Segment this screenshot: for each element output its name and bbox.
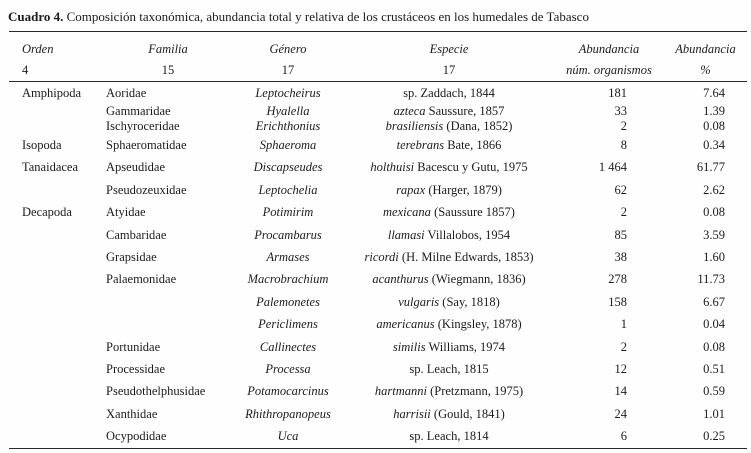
cell-abundancia-pct: 0.59: [703, 384, 725, 399]
table-row: [9, 358, 747, 380]
cell-orden: [9, 336, 104, 358]
species-author: (Saussure 1857): [430, 205, 515, 220]
cell-abundancia-num: 12: [614, 361, 627, 376]
cell-especie: [344, 403, 554, 425]
cell-genero: Leptocheirus: [255, 85, 321, 100]
species-epithet: americanus: [376, 317, 435, 332]
species-author: (Kingsley, 1878): [434, 317, 522, 332]
table-row: [9, 179, 747, 201]
cell-abundancia-num: 2: [620, 205, 627, 220]
cell-familia: [104, 314, 232, 336]
species-author: sp. Leach, 1814: [409, 429, 489, 444]
cell-genero: Rhithropanopeus: [245, 406, 331, 421]
table-row: [9, 224, 747, 246]
cell-familia: Aoridae: [106, 85, 147, 100]
header-abundancia-num: Abundancia: [578, 42, 640, 56]
header-abundancia-num-unit: núm. organismos: [566, 62, 652, 77]
cell-especie: [344, 381, 554, 403]
cell-abundancia-pct: 0.08: [703, 339, 725, 354]
cell-orden: [9, 246, 104, 268]
table-row: [9, 291, 747, 313]
cell-especie: [344, 224, 554, 246]
cell-abundancia-num: 181: [608, 85, 627, 100]
cell-abundancia-pct: 2.62: [703, 182, 725, 197]
cell-abundancia-pct: 61.77: [696, 160, 725, 175]
cell-abundancia-num: 6: [620, 429, 627, 444]
species-author: Bacescu y Gutu, 1975: [414, 160, 528, 175]
cell-abundancia-num: 85: [614, 227, 627, 242]
cell-orden: [9, 314, 104, 336]
cell-abundancia-pct: 6.67: [703, 294, 725, 309]
cell-abundancia-pct: 0.08: [703, 119, 725, 134]
table-row: [9, 157, 747, 179]
header-especie: Especie: [429, 42, 469, 56]
cell-especie: [344, 269, 554, 291]
cell-genero: Sphaeroma: [259, 138, 317, 153]
caption-label: Cuadro 4.: [8, 9, 64, 24]
cell-especie: [344, 291, 554, 313]
cell-familia: Portunidae: [106, 339, 161, 354]
cell-especie: [344, 179, 554, 201]
cell-orden: [9, 403, 104, 425]
species-author: (Gould, 1841): [430, 406, 505, 421]
cell-genero: Procambarus: [254, 227, 322, 242]
table-row: [9, 246, 747, 268]
cell-orden: [9, 358, 104, 380]
cell-abundancia-pct: 1.39: [703, 104, 725, 119]
cell-abundancia-num: 14: [614, 384, 627, 399]
cell-abundancia-num: 33: [614, 104, 627, 119]
cell-especie: [344, 134, 554, 156]
cell-orden: [9, 269, 104, 291]
species-epithet: holthuisi: [370, 160, 415, 175]
cell-familia: Palaemonidae: [106, 272, 177, 287]
cell-orden: Amphipoda: [22, 85, 82, 100]
cell-abundancia-num: 2: [620, 119, 627, 134]
cell-abundancia-pct: 11.73: [697, 272, 725, 287]
species-epithet: llamasi: [387, 227, 425, 242]
species-author: Saussure, 1857: [425, 104, 505, 119]
species-author: Williams, 1974: [425, 339, 506, 354]
table-row: [9, 134, 747, 156]
cell-abundancia-pct: 0.04: [703, 317, 725, 332]
cell-abundancia-pct: 3.59: [703, 227, 725, 242]
cell-especie: [344, 246, 554, 268]
cell-familia: Apseudidae: [106, 160, 166, 175]
cell-abundancia-pct: 0.25: [703, 429, 725, 444]
cell-especie: [344, 358, 554, 380]
species-epithet: brasiliensis: [385, 119, 444, 134]
cell-familia: Grapsidae: [106, 250, 157, 265]
cell-genero: Discapseudes: [253, 160, 323, 175]
header-genero: Género: [269, 42, 307, 56]
caption-text: Composición taxonómica, abundancia total y relativa de los crustáceos en los humedales de Tabasco: [63, 9, 589, 24]
cell-especie: [344, 119, 554, 134]
table-row: [9, 403, 747, 425]
species-epithet: hartmanni: [374, 384, 427, 399]
species-author: (Pretzmann, 1975): [426, 384, 524, 399]
table-body: [9, 82, 747, 449]
header-genero-count: 17: [281, 62, 295, 77]
cell-especie: [344, 104, 554, 119]
cell-familia: Pseudozeuxidae: [106, 182, 187, 197]
cell-orden: Decapoda: [22, 205, 72, 220]
species-epithet: rapax: [396, 182, 426, 197]
cell-familia: Ocypodidae: [106, 429, 167, 444]
table-row: [9, 82, 747, 105]
table-header: [9, 32, 747, 82]
cell-genero: Uca: [277, 429, 299, 444]
cell-abundancia-pct: 1.60: [703, 250, 725, 265]
table-row: [9, 336, 747, 358]
cell-abundancia-num: 62: [614, 182, 627, 197]
cell-orden: Isopoda: [22, 138, 62, 153]
cell-orden: [9, 425, 104, 448]
cell-familia: Atyidae: [106, 205, 146, 220]
table-row: [9, 314, 747, 336]
cell-abundancia-num: 2: [620, 339, 627, 354]
cell-familia: Pseudothelphusidae: [106, 384, 206, 399]
species-author: Villalobos, 1954: [424, 227, 511, 242]
cell-especie: [344, 425, 554, 448]
cell-genero: Potimirim: [262, 205, 314, 220]
cell-familia: Xanthidae: [106, 406, 158, 421]
cell-genero: Macrobrachium: [247, 272, 329, 287]
cell-abundancia-pct: 7.64: [703, 85, 725, 100]
table-row: [9, 269, 747, 291]
species-epithet: acanthurus: [372, 272, 429, 287]
cell-familia: Gammaridae: [106, 104, 171, 119]
table-row: [9, 425, 747, 448]
cell-abundancia-num: 278: [608, 272, 627, 287]
cell-familia: Processidae: [106, 361, 166, 376]
cell-abundancia-num: 24: [614, 406, 627, 421]
species-author: (H. Milne Edwards, 1853): [398, 250, 534, 265]
species-author: (Wiegmann, 1836): [428, 272, 526, 287]
cell-genero: Armases: [266, 250, 310, 265]
table-row: [9, 381, 747, 403]
species-author: (Dana, 1852): [443, 119, 513, 134]
cell-orden: [9, 381, 104, 403]
cell-orden: [9, 291, 104, 313]
cell-genero: Callinectes: [259, 339, 317, 354]
cell-abundancia-pct: 0.34: [703, 138, 725, 153]
cell-abundancia-num: 158: [608, 294, 627, 309]
cell-especie: [344, 336, 554, 358]
cell-genero: Hyalella: [266, 104, 310, 119]
species-epithet: vulgaris: [398, 294, 440, 309]
species-epithet: azteca: [393, 104, 426, 119]
cell-abundancia-num: 8: [620, 138, 627, 153]
cell-especie: [344, 202, 554, 224]
table-caption: [0, 0, 751, 25]
header-abundancia-pct-unit: %: [700, 62, 711, 77]
cell-familia: [104, 291, 232, 313]
cell-genero: Palemonetes: [256, 294, 320, 309]
header-orden-count: 4: [22, 62, 29, 77]
cell-familia: Sphaeromatidae: [106, 138, 187, 153]
species-epithet: terebrans: [396, 138, 445, 153]
cell-abundancia-pct: 1.01: [703, 406, 725, 421]
header-abundancia-pct: Abundancia: [675, 42, 736, 56]
header-row-labels: [9, 32, 747, 60]
cell-familia: Cambaridae: [106, 227, 167, 242]
header-familia: Familia: [148, 42, 188, 56]
cell-especie: [344, 82, 554, 105]
cell-genero: Potamocarcinus: [247, 384, 329, 399]
cell-orden: [9, 104, 104, 119]
species-epithet: mexicana: [383, 205, 431, 220]
taxonomy-table: [9, 31, 747, 449]
cell-genero: Processa: [265, 361, 311, 376]
cell-abundancia-pct: 0.08: [703, 205, 725, 220]
cell-orden: [9, 119, 104, 134]
species-author: sp. Zaddach, 1844: [403, 85, 495, 100]
cell-especie: [344, 157, 554, 179]
cell-abundancia-num: 1: [620, 317, 627, 332]
species-author: (Say, 1818): [439, 294, 500, 309]
cell-familia: Ischyroceridae: [106, 119, 180, 134]
cell-abundancia-pct: 0.51: [703, 361, 725, 376]
species-epithet: similis: [392, 339, 426, 354]
header-familia-count: 15: [161, 62, 175, 77]
header-row-counts: [9, 59, 747, 82]
species-epithet: harrisii: [393, 406, 431, 421]
cell-genero: Erichthonius: [255, 119, 321, 134]
species-author: (Harger, 1879): [425, 182, 502, 197]
cell-genero: Periclimens: [258, 317, 318, 332]
cell-abundancia-num: 1 464: [598, 160, 627, 175]
table-row: [9, 119, 747, 134]
cell-especie: [344, 314, 554, 336]
cell-abundancia-num: 38: [614, 250, 627, 265]
cell-orden: Tanaidacea: [22, 160, 79, 175]
header-especie-count: 17: [442, 62, 456, 77]
cell-genero: Leptochelia: [258, 182, 318, 197]
cell-orden: [9, 224, 104, 246]
cell-orden: [9, 179, 104, 201]
species-author: sp. Leach, 1815: [409, 361, 489, 376]
table-row: [9, 104, 747, 119]
species-author: Bate, 1866: [444, 138, 502, 153]
header-orden: Orden: [22, 42, 54, 56]
table-row: [9, 202, 747, 224]
species-epithet: ricordi: [364, 250, 399, 265]
